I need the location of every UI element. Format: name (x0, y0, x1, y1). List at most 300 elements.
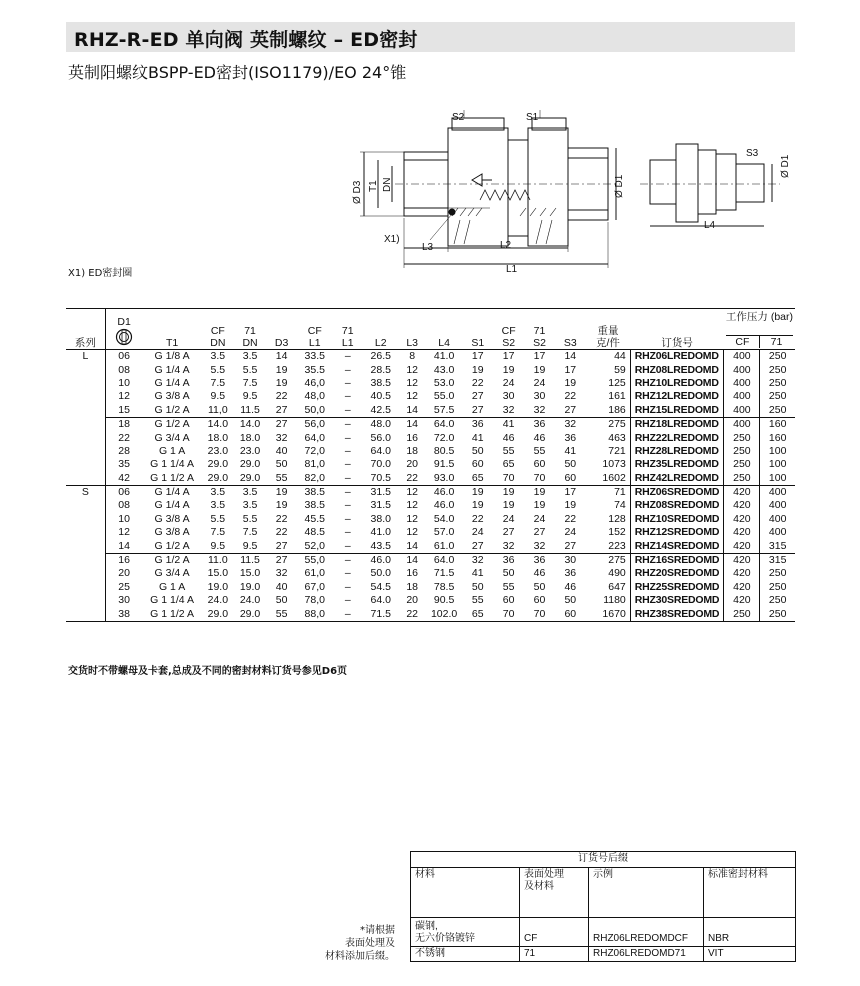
cell-order: RHZ22LREDOMD (630, 431, 724, 444)
cell-71-dn: 29.0 (234, 607, 266, 621)
label-l4: L4 (704, 220, 716, 231)
cell-l3: 12 (406, 390, 418, 403)
col-cf-s2: CF S2 (493, 309, 524, 350)
cell-l2: 28.5 (370, 363, 391, 376)
cell-71-dn: 3.5 (242, 499, 258, 512)
d1-seal-icon (115, 328, 133, 346)
cell-71-dn: 29.0 (239, 471, 261, 484)
cell-t1: G 1 1/2 A (142, 607, 201, 621)
cell-cf-s2: 32 (502, 403, 515, 416)
cell-cf-l1: 82,0 (304, 471, 325, 484)
cell-wp-cf: 250 (724, 458, 760, 471)
cell-71-dn: 3.5 (234, 485, 266, 499)
cell-wp-71: 100 (760, 445, 795, 458)
cell-wp-cf: 420 (724, 499, 760, 512)
cell-series (66, 390, 105, 403)
cell-series (66, 445, 105, 458)
cell-71-s2: 50 (533, 580, 546, 593)
cell-71-dn: 14.0 (234, 417, 266, 431)
cell-order: RHZ28LREDOMD (630, 445, 724, 458)
cell-cf-l1: 48,0 (304, 390, 325, 403)
cell-weight: 125 (608, 376, 626, 389)
suffix-row-2-surface: 71 (520, 947, 589, 962)
cell-cf-dn: 29.0 (202, 607, 234, 621)
cell-d1: 38 (105, 607, 142, 621)
suffix-row-1-example: RHZ06LREDOMDCF (589, 918, 704, 947)
cell-wp-71: 250 (760, 607, 795, 621)
label-l2: L2 (500, 240, 512, 251)
cell-l4: 78.5 (433, 580, 455, 593)
cell-weight: 74 (614, 499, 626, 512)
cell-wp-71: 160 (760, 431, 795, 444)
table-row (66, 485, 795, 499)
label-s2: S2 (452, 112, 465, 123)
cell-t1: G 3/4 A (154, 431, 190, 444)
cell-d1: 25 (105, 581, 142, 594)
cell-l2: 70.5 (370, 471, 391, 484)
cell-series (66, 581, 105, 594)
cell-cf-l1: 46,0 (304, 376, 325, 389)
cell-s1: 27 (471, 403, 484, 416)
cell-71-l1: – (344, 567, 351, 580)
label-t1: T1 (368, 180, 379, 192)
right-hex (528, 128, 568, 246)
cell-l3: 14 (399, 553, 426, 567)
cell-71-l1: – (344, 471, 351, 484)
cell-d3: 19 (275, 363, 288, 376)
cell-t1: G 3/8 A (154, 390, 190, 403)
suffix-header-material: 材料 (411, 868, 520, 918)
cell-s1: 22 (471, 376, 484, 389)
cell-cf-s2: 19 (502, 499, 515, 512)
cell-cf-dn: 3.5 (210, 350, 226, 363)
cell-cf-dn: 18.0 (207, 431, 229, 444)
label-x1: X1) (384, 234, 400, 245)
cell-t1: G 1/2 A (154, 539, 190, 552)
cell-s3: 19 (564, 499, 577, 512)
cell-71-s2: 30 (533, 390, 546, 403)
cell-71-l1: – (344, 594, 351, 607)
cell-d3: 32 (275, 567, 288, 580)
cell-cf-s2: 19 (493, 485, 524, 499)
cell-cf-s2: 60 (502, 594, 515, 607)
cell-cf-l1: 45.5 (304, 512, 325, 525)
cell-l4: 61.0 (433, 539, 455, 552)
cell-cf-s2: 50 (502, 567, 515, 580)
cell-d3: 14 (275, 350, 288, 363)
cell-cf-s2: 24 (502, 376, 515, 389)
cell-s1: 17 (471, 350, 484, 363)
cell-cf-dn: 15.0 (207, 567, 229, 580)
cell-cf-s2: 55 (502, 580, 515, 593)
cell-l4: 91.5 (433, 458, 455, 471)
col-s1: S1 (462, 309, 493, 350)
cell-71-dn: 5.5 (242, 512, 258, 525)
cell-series (66, 363, 105, 376)
cell-order: RHZ10LREDOMD (630, 377, 724, 390)
col-weight: 重量 克/件 (586, 309, 631, 350)
table-row (66, 513, 795, 526)
cell-weight: 128 (608, 512, 626, 525)
cell-wp-71: 250 (760, 363, 795, 376)
cell-cf-l1: 55,0 (297, 553, 332, 567)
cell-cf-dn: 11,0 (208, 403, 228, 416)
left-hex (448, 128, 508, 246)
cell-l3: 12 (406, 363, 418, 376)
cell-series (66, 472, 105, 486)
cell-l2: 40.5 (370, 390, 391, 403)
cell-series (66, 499, 105, 512)
cell-71-s2: 60 (533, 594, 546, 607)
cell-d3: 55 (266, 607, 297, 621)
cell-d3: 27 (266, 417, 297, 431)
cell-wp-71: 400 (760, 513, 795, 526)
table-row (66, 350, 795, 364)
suffix-row-2-material: 不锈钢 (411, 947, 520, 962)
cell-l2: 41.0 (370, 526, 391, 539)
cell-d3: 50 (275, 458, 288, 471)
cell-d3: 40 (275, 580, 288, 593)
cell-s1: 22 (471, 512, 484, 525)
cell-series (66, 404, 105, 418)
col-t1: T1 (142, 309, 201, 350)
cell-71-s2: 60 (533, 458, 546, 471)
cell-weight: 721 (608, 444, 626, 457)
cell-cf-s2: 46 (502, 431, 515, 444)
cell-wp-71: 315 (760, 553, 795, 567)
table-row (66, 581, 795, 594)
cell-cf-l1: 50,0 (304, 403, 325, 416)
cell-d3: 27 (266, 553, 297, 567)
cell-l4: 71.5 (433, 567, 455, 580)
cell-cf-s2: 17 (502, 350, 515, 363)
cell-cf-dn: 24.0 (207, 594, 229, 607)
cell-cf-dn: 7.5 (210, 526, 226, 539)
col-l4: L4 (426, 309, 463, 350)
cell-series (66, 526, 105, 539)
cell-71-s2: 36 (524, 417, 555, 431)
cell-71-dn: 11.5 (234, 553, 266, 567)
cell-order: RHZ06SREDOMD (630, 485, 724, 499)
cell-wp-cf: 400 (724, 377, 760, 390)
cell-71-dn: 9.5 (242, 390, 258, 403)
cell-wp-71: 160 (760, 417, 795, 431)
label-l1: L1 (506, 264, 518, 275)
table-row (66, 458, 795, 471)
suffix-header-surface: 表面处理 及材料 (520, 868, 589, 918)
cell-d1: 22 (105, 431, 142, 444)
cell-l2: 56.0 (370, 431, 391, 444)
cell-l3: 12 (406, 526, 418, 539)
cell-71-l1: – (344, 499, 351, 512)
cell-weight: 59 (614, 363, 626, 376)
cell-l4: 43.0 (433, 363, 455, 376)
cell-order: RHZ35LREDOMD (630, 458, 724, 471)
cell-71-s2: 32 (533, 403, 546, 416)
cell-71-l1: – (344, 526, 351, 539)
cell-l3: 18 (406, 580, 418, 593)
cell-s3: 27 (564, 403, 577, 416)
col-cf-l1: CF L1 (297, 309, 332, 350)
cell-t1: G 3/4 A (154, 567, 190, 580)
col-l3: L3 (399, 309, 426, 350)
cell-wp-cf: 250 (724, 431, 760, 444)
cell-s1: 60 (471, 458, 484, 471)
cell-weight: 1180 (603, 594, 626, 607)
cell-s3: 50 (564, 458, 577, 471)
cell-t1: G 1/2 A (154, 403, 190, 416)
cell-s1: 50 (471, 580, 484, 593)
cell-l2: 64.0 (370, 444, 391, 457)
cell-cf-l1: 52,0 (304, 539, 325, 552)
cell-cf-l1: 33.5 (304, 350, 325, 363)
cell-order: RHZ10SREDOMD (630, 513, 724, 526)
cell-71-l1: – (344, 363, 351, 376)
cell-t1: G 1/2 A (142, 417, 201, 431)
label-d3: Ø D3 (352, 180, 363, 204)
cell-d1: 06 (105, 350, 142, 364)
col-s3: S3 (555, 309, 586, 350)
cell-weight: 463 (608, 431, 626, 444)
cell-l4: 53.0 (433, 376, 455, 389)
cell-71-l1: – (344, 376, 351, 389)
suffix-header-example: 示例 (589, 868, 704, 918)
suffix-row-1-material: 碳钢, 无六价铬镀锌 (411, 918, 520, 947)
cell-cf-l1: 35.5 (304, 363, 325, 376)
cell-series: L (82, 350, 89, 362)
cell-weight: 152 (608, 526, 626, 539)
cell-wp-71: 250 (760, 350, 795, 364)
cell-71-s2: 46 (533, 431, 546, 444)
cell-71-s2: 55 (533, 444, 546, 457)
cell-71-l1: – (344, 403, 351, 416)
cell-71-dn: 15.0 (239, 567, 261, 580)
cell-d3: 22 (275, 512, 288, 525)
col-71-l1: 71 L1 (332, 309, 363, 350)
cell-cf-s2: 41 (493, 417, 524, 431)
cell-s1: 27 (471, 390, 484, 403)
cell-71-dn: 18.0 (239, 431, 261, 444)
cell-71-l1: – (332, 553, 363, 567)
cell-71-l1: – (344, 580, 351, 593)
table-body (66, 350, 795, 622)
cell-d3: 19 (275, 376, 288, 389)
cell-71-s2: 70 (533, 471, 546, 484)
cell-s1: 50 (471, 444, 484, 457)
cell-cf-dn: 9.5 (210, 390, 226, 403)
cell-s3: 22 (564, 390, 577, 403)
cell-d3: 27 (275, 539, 288, 552)
cell-wp-cf: 420 (724, 485, 760, 499)
cell-d3: 40 (275, 444, 288, 457)
cell-order: RHZ30SREDOMD (630, 594, 724, 607)
cell-cf-dn: 5.5 (210, 512, 226, 525)
cell-s3: 32 (555, 417, 586, 431)
cell-71-s2: 19 (533, 499, 546, 512)
cell-weight: 1670 (586, 607, 631, 621)
cell-l3: 8 (409, 350, 416, 363)
cell-wp-cf: 400 (724, 363, 760, 376)
cell-wp-71: 250 (760, 581, 795, 594)
cell-d3: 22 (275, 390, 288, 403)
cell-order: RHZ42LREDOMD (630, 472, 724, 486)
cell-cf-l1: 64,0 (304, 431, 325, 444)
cell-71-l1: – (344, 431, 351, 444)
cell-s1: 41 (471, 431, 484, 444)
cell-d1: 10 (105, 377, 142, 390)
cell-71-s2: 70 (524, 607, 555, 621)
cell-71-s2: 19 (533, 363, 546, 376)
cell-d1: 20 (105, 567, 142, 580)
cell-l2: 43.5 (370, 539, 391, 552)
suffix-row-1-surface: CF (520, 918, 589, 947)
col-working-pressure: 工作压力 (bar) CF 71 (724, 309, 795, 350)
cell-wp-cf: 420 (724, 581, 760, 594)
cell-s3: 27 (564, 539, 577, 552)
cell-l2: 48.0 (363, 417, 398, 431)
cell-d1: 08 (105, 499, 142, 512)
cell-l2: 70.0 (370, 458, 391, 471)
cell-wp-cf: 250 (724, 472, 760, 486)
cell-71-s2: 19 (524, 485, 555, 499)
cell-71-l1: – (344, 390, 351, 403)
cell-d1: 28 (105, 445, 142, 458)
suffix-row-2-example: RHZ06LREDOMD71 (589, 947, 704, 962)
cell-weight: 71 (586, 485, 631, 499)
cell-d1: 42 (105, 472, 142, 486)
cell-s3: 41 (564, 444, 577, 457)
cell-l3: 14 (406, 539, 418, 552)
table-row (66, 390, 795, 403)
cell-wp-71: 250 (760, 390, 795, 403)
cell-t1: G 1/4 A (154, 499, 190, 512)
cell-d3: 19 (266, 485, 297, 499)
label-d1b: Ø D1 (780, 154, 791, 178)
cell-weight: 161 (608, 390, 626, 403)
cell-cf-s2: 36 (493, 553, 524, 567)
cell-wp-cf: 420 (724, 539, 760, 553)
cell-d1: 14 (105, 539, 142, 553)
cell-l3: 22 (399, 607, 426, 621)
cell-l3: 14 (399, 417, 426, 431)
cell-series (66, 431, 105, 444)
cell-wp-cf: 400 (724, 404, 760, 418)
cell-cf-l1: 38.5 (304, 499, 325, 512)
cell-order: RHZ16SREDOMD (630, 553, 724, 567)
cell-l4: 46.0 (433, 499, 455, 512)
cell-series (66, 377, 105, 390)
cell-71-s2: 46 (533, 567, 546, 580)
cell-d1: 08 (105, 363, 142, 376)
cell-s3: 30 (555, 553, 586, 567)
cell-cf-dn: 9.5 (210, 539, 226, 552)
cell-cf-dn: 23.0 (207, 444, 229, 457)
cell-s1: 55 (471, 594, 484, 607)
cell-s3: 60 (555, 607, 586, 621)
cell-71-dn: 11.5 (240, 403, 260, 416)
cell-s1: 65 (462, 607, 493, 621)
cell-d1: 12 (105, 526, 142, 539)
cell-cf-l1: 67,0 (304, 580, 325, 593)
cell-71-s2: 32 (533, 539, 546, 552)
cell-d3: 32 (275, 431, 288, 444)
cell-cf-s2: 70 (493, 607, 524, 621)
cell-d3: 19 (275, 499, 288, 512)
suffix-table (410, 851, 796, 962)
cell-wp-cf: 400 (724, 390, 760, 403)
cell-wp-71: 250 (760, 404, 795, 418)
cell-71-s2: 36 (524, 553, 555, 567)
cell-cf-s2: 27 (502, 526, 515, 539)
page-subtitle: 英制阳螺纹BSPP-ED密封(ISO1179)/EO 24°锥 (68, 63, 407, 82)
cell-cf-l1: 56,0 (297, 417, 332, 431)
cell-wp-cf: 420 (724, 553, 760, 567)
cell-series (66, 417, 105, 431)
cell-wp-71: 100 (760, 472, 795, 486)
left-thread-stub (404, 152, 448, 216)
col-wp-cf: CF (735, 336, 750, 348)
cell-wp-71: 250 (760, 377, 795, 390)
cell-cf-dn: 29.0 (207, 458, 229, 471)
cell-d3: 55 (275, 471, 288, 484)
cell-cf-s2: 55 (502, 444, 515, 457)
table-row (66, 431, 795, 444)
cell-71-dn: 7.5 (242, 376, 258, 389)
cell-cf-s2: 32 (502, 539, 515, 552)
cell-d1: 16 (105, 553, 142, 567)
cell-l2: 42.5 (370, 403, 391, 416)
cell-wp-71: 400 (760, 485, 795, 499)
seal-note: X1) ED密封圈 (68, 268, 133, 279)
cell-s3: 24 (564, 526, 577, 539)
table-row (66, 594, 795, 607)
cell-s3: 14 (564, 350, 577, 363)
table-row (66, 445, 795, 458)
cell-s3: 22 (564, 512, 577, 525)
cell-l4: 93.0 (433, 471, 455, 484)
label-d1: Ø D1 (614, 174, 625, 198)
cell-t1: G 1/4 A (154, 363, 190, 376)
cell-l3: 16 (406, 431, 418, 444)
cell-cf-dn: 3.5 (202, 485, 234, 499)
cell-71-l1: – (344, 539, 351, 552)
cell-wp-cf: 420 (724, 526, 760, 539)
cell-series (66, 458, 105, 471)
cell-t1: G 1/4 A (154, 376, 190, 389)
cell-s1: 19 (471, 363, 484, 376)
cell-t1: G 3/8 A (154, 526, 190, 539)
cell-cf-s2: 70 (502, 471, 515, 484)
cell-series (66, 594, 105, 607)
technical-drawing (340, 108, 800, 278)
cell-wp-cf: 250 (724, 607, 760, 621)
cell-t1: G 3/8 A (154, 512, 190, 525)
table-row (66, 363, 795, 376)
cell-order: RHZ38SREDOMD (630, 607, 724, 621)
cell-weight: 647 (608, 580, 626, 593)
cell-wp-71: 250 (760, 567, 795, 580)
cell-cf-dn: 19.0 (207, 580, 229, 593)
delivery-footnote: 交货时不带螺母及卡套,总成及不同的密封材料订货号参见D6页 (68, 666, 348, 677)
cell-weight: 490 (608, 567, 626, 580)
cell-l3: 12 (406, 376, 418, 389)
cell-series (66, 513, 105, 526)
suffix-side-note: *请根据 表面处理及 材料添加后缀。 (325, 925, 395, 962)
cell-d1: 10 (105, 513, 142, 526)
cell-s3: 36 (564, 567, 577, 580)
cell-d1: 35 (105, 458, 142, 471)
cell-l3: 22 (406, 471, 418, 484)
